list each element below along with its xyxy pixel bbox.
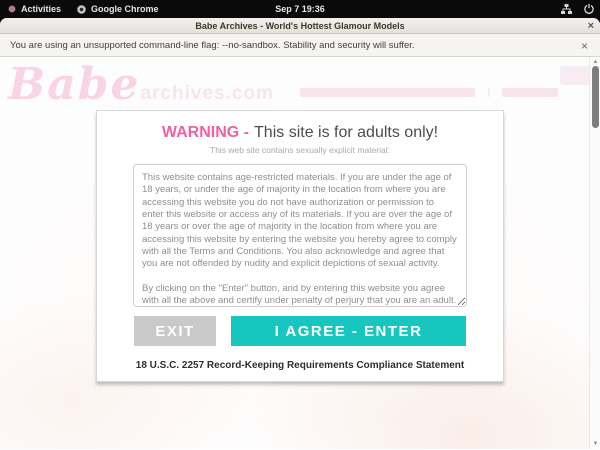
browser-window — [0, 18, 600, 450]
sandbox-warning-bar — [0, 34, 600, 57]
scrollbar-thumb[interactable] — [592, 66, 599, 128]
window-close-icon[interactable]: × — [587, 20, 594, 32]
modal-subtitle: This web site contains sexually explicit material: — [210, 145, 390, 155]
page-scrollbar[interactable] — [589, 57, 600, 449]
nav-placeholder — [300, 88, 475, 97]
window-titlebar[interactable] — [0, 18, 600, 34]
site-logo-suffix: archives.com — [140, 83, 274, 104]
nav-placeholder — [502, 88, 558, 97]
network-icon[interactable] — [561, 4, 572, 14]
activities-indicator-icon — [8, 5, 16, 13]
modal-buttons — [97, 316, 503, 346]
app-menu-label: Google Chrome — [91, 4, 159, 14]
nav-divider — [488, 88, 490, 97]
window-title: Babe Archives - World's Hottest Glamour Models — [195, 20, 405, 31]
scroll-down-icon[interactable]: ▼ — [592, 441, 599, 447]
compliance-statement-link[interactable]: 18 U.S.C. 2257 Record-Keeping Requirements Compliance Statement — [135, 360, 465, 371]
power-icon[interactable] — [584, 4, 594, 14]
exit-button[interactable]: EXIT — [134, 316, 216, 346]
site-logo-script: Babe — [8, 59, 141, 110]
modal-title: This site is for adults only! — [254, 124, 439, 141]
infobar-close-icon[interactable]: × — [580, 38, 588, 53]
gnome-top-bar — [0, 0, 600, 18]
modal-heading — [97, 123, 503, 143]
activities-label: Activities — [21, 4, 62, 14]
terms-textarea[interactable] — [133, 164, 467, 307]
scroll-up-icon[interactable]: ▲ — [592, 59, 599, 65]
sandbox-warning-text: You are using an unsupported command-line flag: --no-sandbox. Stability and security will suffer. — [10, 39, 415, 51]
chrome-icon — [77, 5, 86, 14]
web-page — [0, 57, 600, 449]
nav-button-placeholder — [560, 66, 592, 85]
system-tray — [561, 0, 596, 18]
site-logo — [8, 59, 274, 110]
agree-enter-button[interactable]: I AGREE - ENTER — [231, 316, 466, 346]
clock[interactable]: Sep 7 19:36 — [275, 4, 325, 14]
app-menu-button[interactable] — [69, 0, 167, 18]
activities-button[interactable] — [0, 0, 69, 18]
age-verification-modal — [96, 110, 504, 382]
warning-label: WARNING - — [161, 124, 250, 141]
